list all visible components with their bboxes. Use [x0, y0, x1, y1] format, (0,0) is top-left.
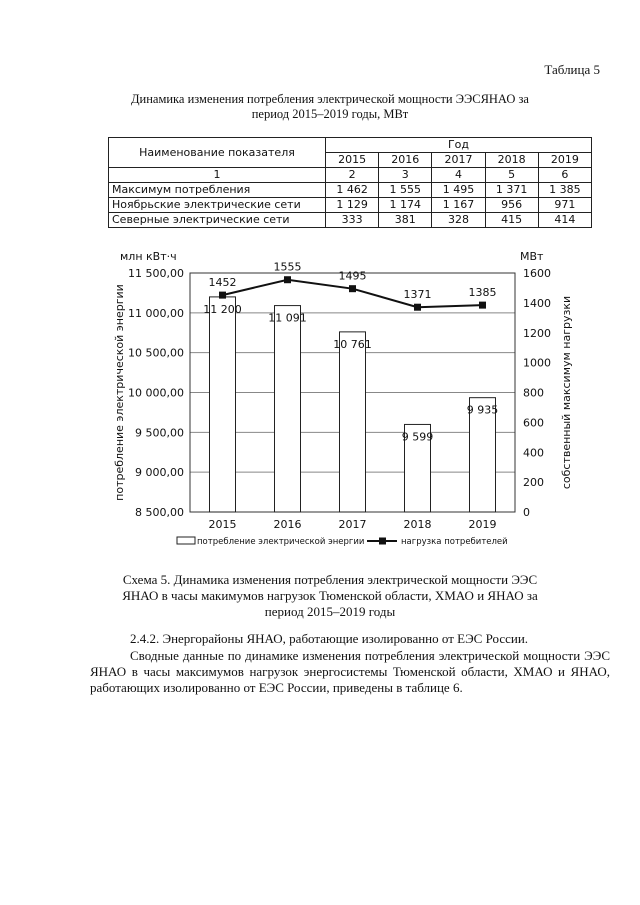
value-cell: 956: [485, 198, 538, 213]
power-consumption-table: [108, 137, 592, 228]
bar-value-label: 11 091: [268, 311, 307, 325]
column-number-cell: 3: [379, 168, 432, 183]
right-axis-tick-label: 1400: [523, 296, 551, 310]
value-cell: 1 385: [538, 183, 591, 198]
x-axis-tick-label: 2016: [273, 518, 302, 531]
consumption-chart: [105, 248, 585, 553]
body-paragraph: Сводные данные по динамике изменения потребления электрической мощности ЭЭС ЯНАО в часы максимумов нагрузок энергосистемы Тюменской области, ХМАО и ЯНАО, работающих изолированно от ЕЭС России, приведены в таблице 6.: [90, 648, 610, 695]
year-cell: 2017: [432, 153, 485, 168]
bar-value-label: 9 935: [466, 403, 499, 417]
value-cell: 1 167: [432, 198, 485, 213]
x-axis-tick-label: 2019: [468, 518, 497, 531]
header-name-cell: Наименование показателя: [109, 138, 326, 168]
left-axis-label: потребление электрической энергии: [113, 284, 126, 501]
load-value-label: 1555: [273, 260, 302, 274]
load-point-marker: [479, 302, 486, 309]
left-axis-tick-label: 9 500,00: [135, 426, 184, 440]
table-title: [95, 92, 565, 122]
right-axis-tick-label: 1000: [523, 356, 551, 370]
value-cell: 1 462: [326, 183, 379, 198]
column-number-cell: 2: [326, 168, 379, 183]
row-name-cell: Северные электрические сети: [109, 213, 326, 228]
value-cell: 1 495: [432, 183, 485, 198]
table-title-line-2: период 2015–2019 годы, МВт: [251, 107, 409, 121]
bar-value-label: 11 200: [203, 302, 242, 316]
value-cell: 328: [432, 213, 485, 228]
chart-caption: [60, 572, 600, 620]
left-axis-tick-label: 8 500,00: [135, 506, 184, 519]
left-axis-tick-label: 10 000,00: [128, 386, 184, 400]
right-axis-tick-label: 400: [523, 446, 544, 460]
right-axis-unit: МВт: [520, 250, 544, 263]
x-axis-tick-label: 2018: [403, 518, 432, 531]
year-cell: 2018: [485, 153, 538, 168]
table-row: [109, 183, 592, 198]
load-value-label: 1495: [338, 269, 367, 283]
table-number-label: Таблица 5: [544, 62, 600, 77]
year-cell: 2016: [379, 153, 432, 168]
left-axis-tick-label: 11 500,00: [128, 267, 184, 280]
column-number-cell: 5: [485, 168, 538, 183]
bar-value-label: 9 599: [401, 430, 434, 444]
load-point-marker: [284, 276, 291, 283]
row-name-cell: Ноябрьские электрические сети: [109, 198, 326, 213]
right-axis-tick-label: 600: [523, 416, 544, 430]
left-axis-unit: млн кВт·ч: [120, 250, 177, 263]
right-axis-tick-label: 1600: [523, 267, 551, 280]
table-row: [109, 213, 592, 228]
right-axis-tick-label: 800: [523, 386, 544, 400]
x-axis-tick-label: 2017: [338, 518, 367, 531]
load-value-label: 1371: [403, 288, 432, 302]
column-number-cell: 4: [432, 168, 485, 183]
value-cell: 333: [326, 213, 379, 228]
table-numbers-row: [109, 168, 592, 183]
load-point-marker: [219, 292, 226, 299]
load-series-line: [223, 280, 483, 307]
legend-bar-swatch: [177, 537, 195, 544]
bar: [340, 332, 366, 512]
table-title-line-1: Динамика изменения потребления электрической мощности ЭЭСЯНАО за: [131, 92, 529, 106]
value-cell: 1 129: [326, 198, 379, 213]
x-axis-tick-label: 2015: [208, 518, 237, 531]
right-axis-tick-label: 0: [523, 506, 530, 519]
load-value-label: 1452: [208, 276, 237, 290]
legend-line-marker: [379, 538, 386, 545]
column-number-cell: 1: [109, 168, 326, 183]
column-number-cell: 6: [538, 168, 591, 183]
value-cell: 381: [379, 213, 432, 228]
value-cell: 1 371: [485, 183, 538, 198]
value-cell: 1 555: [379, 183, 432, 198]
left-axis-tick-label: 9 000,00: [135, 466, 184, 480]
load-point-marker: [349, 285, 356, 292]
bar: [275, 306, 301, 512]
table-row: [109, 198, 592, 213]
right-axis-label: собственный максимум нагрузки: [560, 295, 573, 490]
caption-line-1: Схема 5. Динамика изменения потребления электрической мощности ЭЭС: [122, 572, 538, 587]
header-year-cell: Год: [326, 138, 592, 153]
table-header-row: [109, 138, 592, 153]
year-cell: 2019: [538, 153, 591, 168]
legend-bar-label: потребление электрической энергии: [197, 537, 365, 547]
left-axis-tick-label: 11 000,00: [128, 306, 184, 320]
value-cell: 971: [538, 198, 591, 213]
value-cell: 1 174: [379, 198, 432, 213]
row-name-cell: Максимум потребления: [109, 183, 326, 198]
load-value-label: 1385: [468, 286, 497, 300]
section-heading: 2.4.2. Энергорайоны ЯНАО, работающие изолированно от ЕЭС России.: [130, 631, 529, 646]
value-cell: 415: [485, 213, 538, 228]
bar: [210, 297, 236, 512]
value-cell: 414: [538, 213, 591, 228]
bar-value-label: 10 761: [333, 337, 372, 351]
caption-line-2: ЯНАО в часы макимумов нагрузок Тюменской области, ХМАО и ЯНАО за: [122, 588, 538, 603]
legend-line-label: нагрузка потребителей: [401, 537, 508, 547]
right-axis-tick-label: 1200: [523, 326, 551, 340]
left-axis-tick-label: 10 500,00: [128, 346, 184, 360]
caption-line-3: период 2015–2019 годы: [264, 604, 396, 619]
right-axis-tick-label: 200: [523, 476, 544, 490]
year-cell: 2015: [326, 153, 379, 168]
load-point-marker: [414, 304, 421, 311]
